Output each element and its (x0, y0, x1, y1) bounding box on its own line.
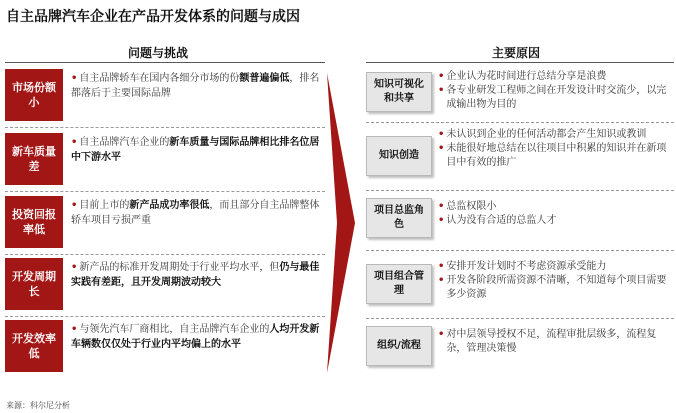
problem-label: 市场份额小 (5, 69, 63, 121)
cause-text: • 总监权限小 • 认为没有合适的总监人才 (438, 201, 557, 226)
problem-text: • 与领先汽车厂商相比，自主品牌汽车企业的人均开发新车辆数仅仅处于行业内平均偏上的水平 (71, 324, 320, 350)
cause-text: • 安排开发计划时不考虑资源承受能力 • 开发各阶段所需资源不清晰，不知道每个项目需要多少资源 (438, 261, 667, 300)
cause-label: 项目总监角色 (366, 198, 432, 238)
cause-text: • 企业认为花时间进行总结分享是浪费 • 各专业研发工程师之间在开发设计时交流少，以完成输出物为目的 (438, 71, 667, 110)
problem-text: • 自主品牌轿车在国内各细分市场的份额普遍偏低，排名都落后于主要国际品牌 (71, 73, 320, 99)
cause-text: • 未认识到企业的任何活动都会产生知识或教训 • 未能很好地总结在以往项目中积累的知识并在新项目中有效的推广 (438, 129, 667, 168)
cause-row (366, 258, 674, 314)
page-title: 自主品牌汽车企业在产品开发体系的问题与成因 (6, 9, 300, 25)
problem-label: 投资回报率低 (5, 196, 63, 248)
bullet-icon: • (438, 85, 445, 96)
bullet-icon: • (438, 329, 445, 340)
row-divider (5, 316, 325, 317)
cause-row (366, 196, 674, 242)
problem-label: 新车质量差 (5, 133, 63, 185)
bullet-icon: • (438, 71, 445, 82)
bullet-icon: • (438, 215, 445, 226)
row-divider (5, 254, 325, 255)
bullet-icon: • (438, 129, 445, 140)
problem-row (5, 320, 325, 372)
row-divider (366, 250, 674, 251)
bullet-icon: • (438, 261, 445, 272)
cause-row (366, 128, 674, 186)
right-arrow-icon (327, 73, 355, 373)
row-divider (366, 190, 674, 191)
bullet-icon: • (71, 324, 78, 335)
causes-header: 主要原因 (492, 46, 541, 60)
cause-label: 知识可视化和共享 (366, 72, 432, 112)
cause-row (366, 324, 674, 370)
problems-header: 问题与挑战 (128, 46, 189, 60)
cause-label: 知识创造 (366, 136, 432, 176)
problem-row (5, 196, 325, 248)
bullet-icon: • (438, 143, 445, 154)
row-divider (366, 318, 674, 319)
problem-row (5, 133, 325, 185)
cause-row (366, 68, 674, 116)
bullet-icon: • (71, 262, 78, 273)
problem-text: • 新产品的标准开发周期处于行业平均水平，但仍与最佳实践有差距，且开发周期波动较大 (71, 262, 320, 288)
source-note: 来源：科尔尼分析 (6, 401, 70, 410)
bullet-icon: • (438, 275, 445, 286)
bullet-icon: • (71, 200, 78, 211)
problem-text: • 自主品牌汽车企业的新车质量与国际品牌相比排名位居中下游水平 (71, 137, 320, 163)
row-divider (5, 127, 325, 128)
problem-label: 开发周期长 (5, 258, 63, 310)
problem-text: • 目前上市的新产品成功率很低，而且部分自主品牌整体轿车项目亏损严重 (71, 200, 320, 226)
problem-row (5, 258, 325, 310)
row-divider (366, 122, 674, 123)
row-divider (5, 191, 325, 192)
bullet-icon: • (71, 73, 78, 84)
problem-row (5, 69, 325, 121)
cause-label: 项目组合管理 (366, 264, 432, 304)
bullet-icon: • (438, 201, 445, 212)
problem-label: 开发效率低 (5, 320, 63, 372)
problems-header-rule (5, 62, 325, 63)
cause-label: 组织/流程 (366, 326, 432, 366)
bullet-icon: • (71, 137, 78, 148)
cause-text: • 对中层领导授权不足，流程审批层级多，流程复杂，管理决策慢 (438, 329, 657, 354)
causes-header-rule (366, 62, 674, 63)
